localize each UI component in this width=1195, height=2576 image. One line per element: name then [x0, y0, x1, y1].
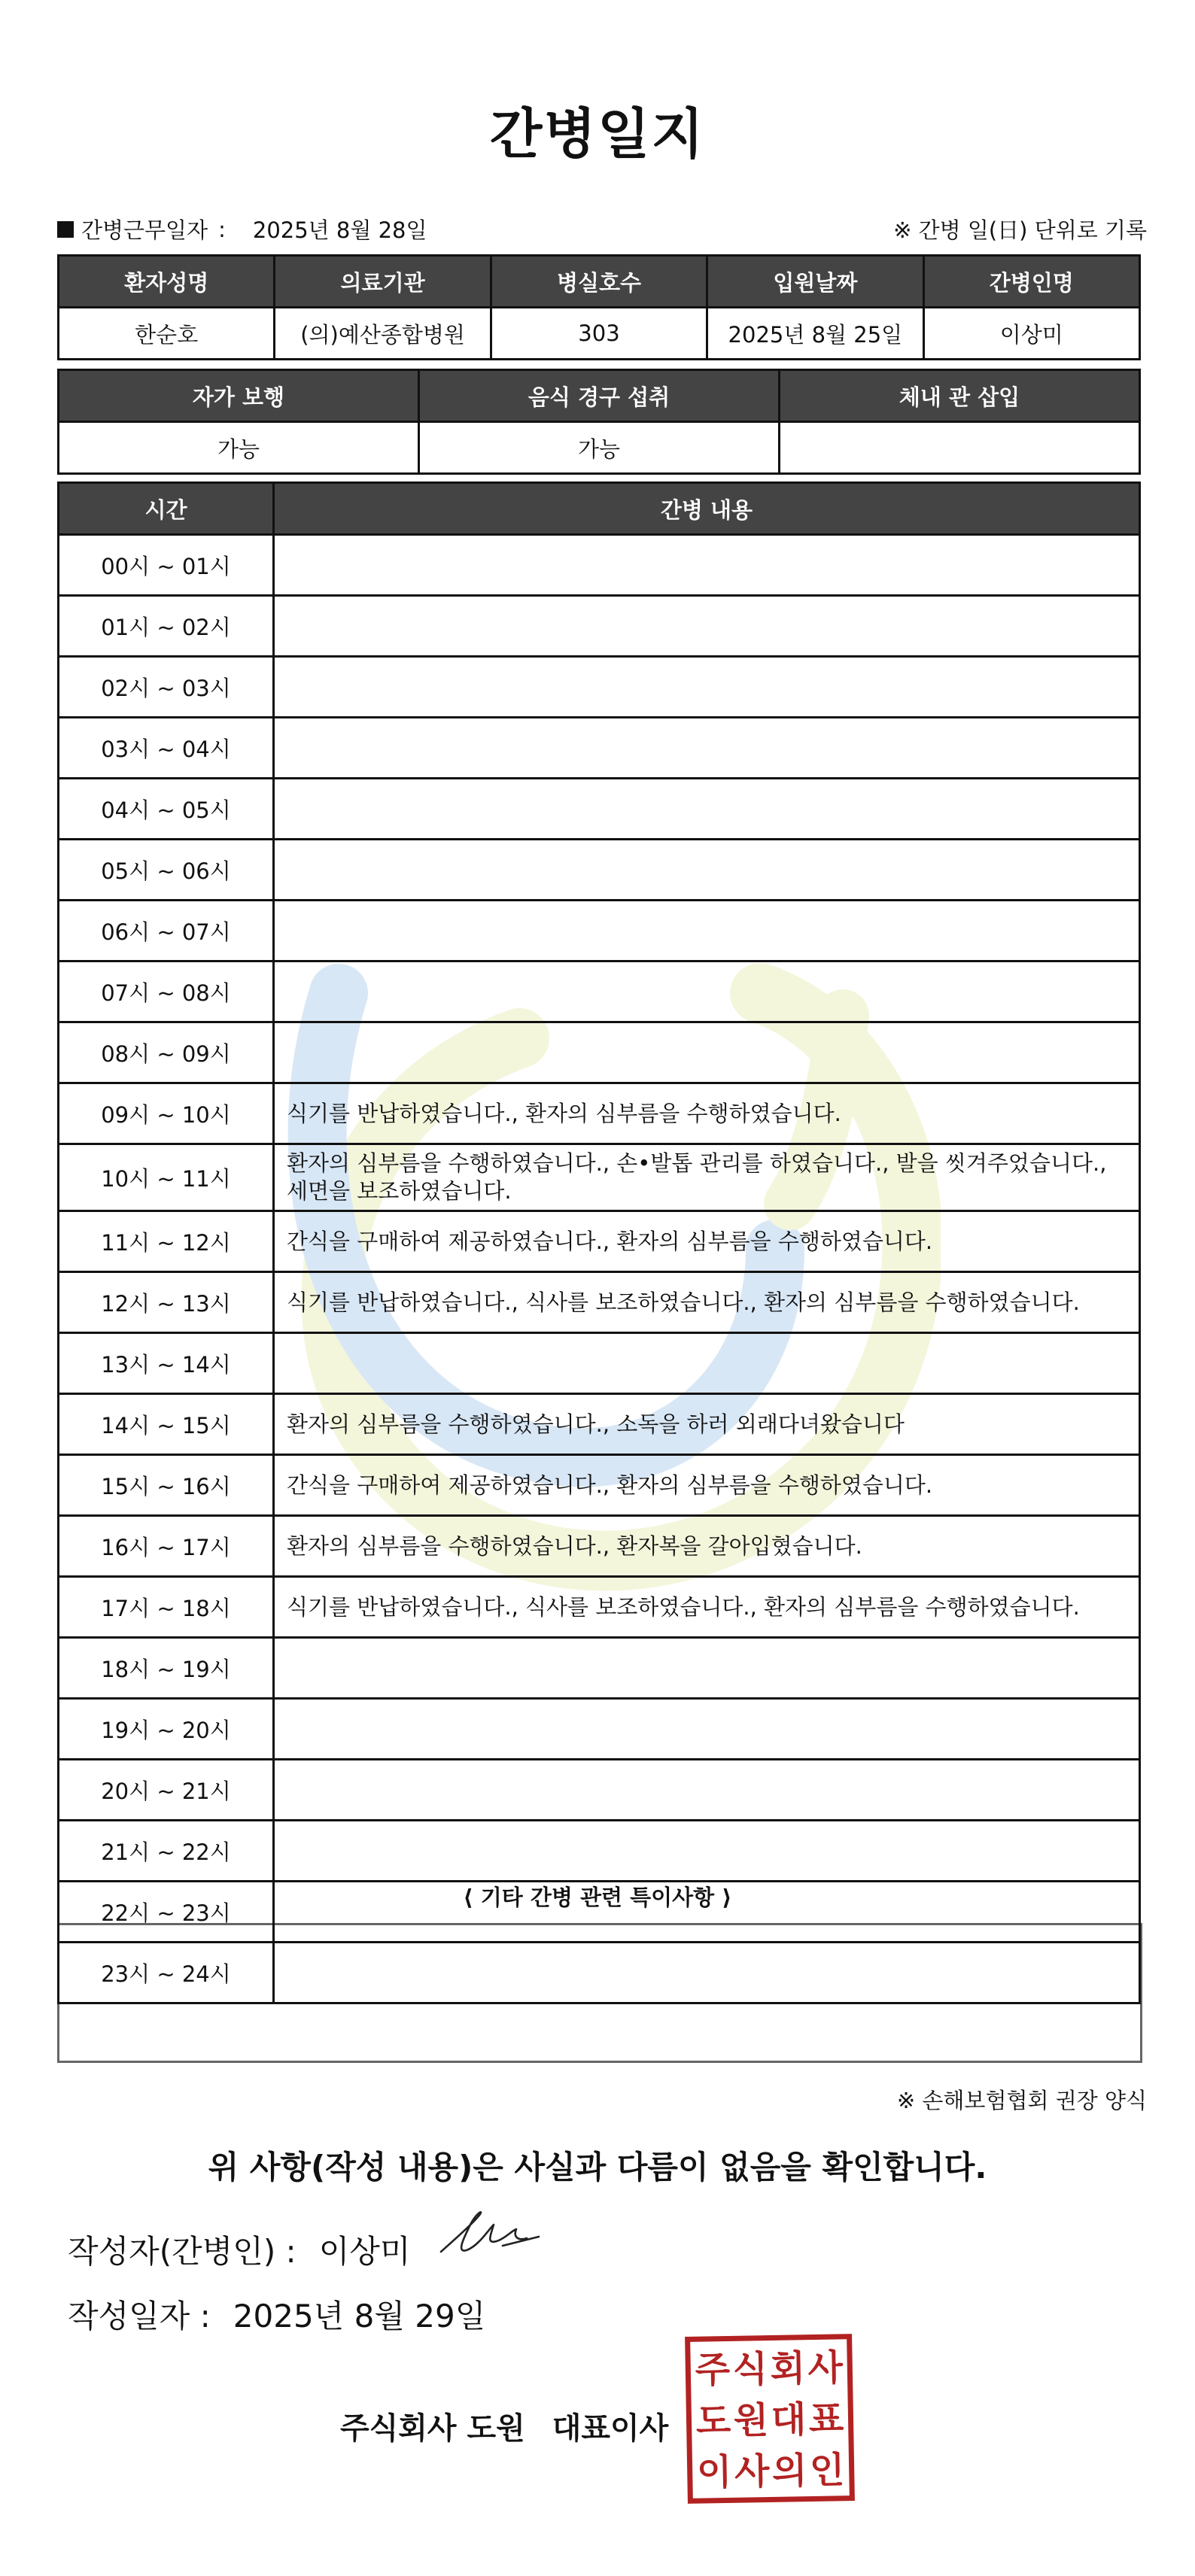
seal-character: 원 — [733, 2399, 769, 2442]
time-slot: 20시 ~ 21시 — [59, 1760, 274, 1821]
time-slot: 06시 ~ 07시 — [59, 901, 274, 961]
writer-name: 이상미 — [318, 2233, 411, 2270]
patient-info-header-row — [59, 256, 1140, 308]
time-slot: 12시 ~ 13시 — [59, 1272, 274, 1333]
time-slot: 05시 ~ 06시 — [59, 840, 274, 901]
care-content: 식기를 반납하였습니다., 식사를 보조하였습니다., 환자의 심부름을 수행하였습니다. — [274, 1577, 1140, 1638]
time-slot: 10시 ~ 11시 — [59, 1144, 274, 1211]
table-row — [59, 718, 1140, 779]
header-oral-intake: 음식 경구 섭취 — [419, 370, 780, 422]
time-slot: 21시 ~ 22시 — [59, 1821, 274, 1882]
header-tube-insertion: 체내 관 삽입 — [780, 370, 1140, 422]
time-slot: 02시 ~ 03시 — [59, 657, 274, 718]
time-slot: 01시 ~ 02시 — [59, 596, 274, 657]
time-slot: 22시 ~ 23시 — [59, 1882, 274, 1943]
care-content: 식기를 반납하였습니다., 식사를 보조하였습니다., 환자의 심부름을 수행하였습니다. — [274, 1272, 1140, 1333]
company-seal-stamp — [685, 2334, 855, 2504]
time-slot: 14시 ~ 15시 — [59, 1394, 274, 1455]
table-row — [59, 1699, 1140, 1760]
care-content: 환자의 심부름을 수행하였습니다., 소독을 하러 외래다녀왔습니다 — [274, 1394, 1140, 1455]
table-row — [59, 779, 1140, 840]
page-title: 간병일지 — [489, 102, 706, 166]
writer-line — [68, 2227, 410, 2272]
table-row — [59, 535, 1140, 596]
seal-character: 이 — [696, 2450, 732, 2494]
unit-note: ※ 간병 일(日) 단위로 기록 — [893, 217, 1147, 243]
caregiver-name: 이상미 — [923, 308, 1139, 360]
time-slot: 15시 ~ 16시 — [59, 1455, 274, 1516]
work-date-colon: : — [218, 216, 226, 242]
table-row — [59, 1083, 1140, 1144]
header-time: 시간 — [59, 483, 274, 535]
care-content — [274, 535, 1140, 596]
header-care-content: 간병 내용 — [274, 483, 1140, 535]
care-content — [274, 1638, 1140, 1699]
seal-character: 회 — [770, 2347, 806, 2390]
table-row — [59, 657, 1140, 718]
care-content — [274, 1821, 1140, 1882]
writer-label: 작성자(간병인) : — [68, 2233, 296, 2270]
care-content: 환자의 심부름을 수행하였습니다., 손•발톱 관리를 하였습니다., 발을 씻겨주었습니다., 세면을 보조하였습니다. — [274, 1144, 1140, 1211]
ability-value-row — [59, 422, 1140, 474]
care-content: 환자의 심부름을 수행하였습니다., 환자복을 갈아입혔습니다. — [274, 1516, 1140, 1577]
time-slot: 16시 ~ 17시 — [59, 1516, 274, 1577]
self-walking-value: 가능 — [59, 422, 419, 474]
written-date-value: 2025년 8월 29일 — [233, 2298, 486, 2334]
header-self-walking: 자가 보행 — [59, 370, 419, 422]
confirmation-statement: 위 사항(작성 내용)은 사실과 다름이 없음을 확인합니다. — [208, 2149, 987, 2186]
care-content — [274, 1882, 1140, 1943]
time-slot: 04시 ~ 05시 — [59, 779, 274, 840]
table-row — [59, 1882, 1140, 1943]
time-slot: 17시 ~ 18시 — [59, 1577, 274, 1638]
table-row — [59, 596, 1140, 657]
care-content — [274, 901, 1140, 961]
company-signature-line — [340, 2404, 668, 2447]
care-log-header-row — [59, 483, 1140, 535]
seal-character: 사 — [807, 2347, 844, 2390]
ability-header-row — [59, 370, 1140, 422]
table-row — [59, 1394, 1140, 1455]
table-row — [59, 1638, 1140, 1699]
seal-character: 사 — [734, 2450, 770, 2493]
handwritten-signature — [433, 2208, 546, 2261]
care-log-body — [59, 535, 1140, 2003]
table-row — [59, 1022, 1140, 1083]
company-title: 대표이사 — [552, 2411, 669, 2446]
care-log-table — [57, 481, 1141, 2004]
table-row — [59, 1821, 1140, 1882]
company-name: 주식회사 도원 — [340, 2411, 525, 2446]
care-content — [274, 718, 1140, 779]
care-content — [274, 779, 1140, 840]
written-date-label: 작성일자 : — [68, 2298, 211, 2334]
header-hospital: 의료기관 — [275, 256, 491, 308]
square-bullet-icon — [57, 221, 74, 238]
time-slot: 08시 ~ 09시 — [59, 1022, 274, 1083]
table-row — [59, 1272, 1140, 1333]
care-content — [274, 1022, 1140, 1083]
header-caregiver-name: 간병인명 — [923, 256, 1139, 308]
room-number: 303 — [491, 308, 707, 360]
care-content — [274, 657, 1140, 718]
time-slot: 00시 ~ 01시 — [59, 535, 274, 596]
time-slot: 03시 ~ 04시 — [59, 718, 274, 779]
time-slot: 18시 ~ 19시 — [59, 1638, 274, 1699]
seal-character: 식 — [732, 2348, 768, 2391]
care-content: 식기를 반납하였습니다., 환자의 심부름을 수행하였습니다. — [274, 1083, 1140, 1144]
table-row — [59, 840, 1140, 901]
patient-ability-table — [57, 369, 1141, 475]
time-slot: 11시 ~ 12시 — [59, 1211, 274, 1272]
table-row — [59, 1144, 1140, 1211]
care-content — [274, 1699, 1140, 1760]
patient-info-table — [57, 254, 1141, 360]
time-slot: 07시 ~ 08시 — [59, 961, 274, 1022]
header-patient-name: 환자성명 — [59, 256, 275, 308]
written-date-line — [68, 2292, 485, 2337]
table-row — [59, 901, 1140, 961]
care-content — [274, 1333, 1140, 1394]
time-slot: 09시 ~ 10시 — [59, 1083, 274, 1144]
patient-name: 한순호 — [59, 308, 275, 360]
header-admission-date: 입원날짜 — [707, 256, 923, 308]
association-note: ※ 손해보험협회 권장 양식 — [896, 2088, 1147, 2113]
tube-insertion-value — [780, 422, 1140, 474]
admission-date: 2025년 8월 25일 — [707, 308, 923, 360]
time-slot: 23시 ~ 24시 — [59, 1943, 274, 2003]
care-content — [274, 596, 1140, 657]
work-date-label: 간병근무일자 — [81, 217, 208, 243]
oral-intake-value: 가능 — [419, 422, 780, 474]
care-content — [274, 1760, 1140, 1821]
patient-info-value-row — [59, 308, 1140, 360]
care-content: 간식을 구매하여 제공하였습니다., 환자의 심부름을 수행하였습니다. — [274, 1455, 1140, 1516]
care-content — [274, 1943, 1140, 2003]
hospital-name: (의)예산종합병원 — [275, 308, 491, 360]
seal-character: 주 — [695, 2348, 731, 2392]
table-row — [59, 1577, 1140, 1638]
seal-character: 도 — [695, 2399, 731, 2443]
seal-character: 대 — [771, 2398, 807, 2441]
table-row — [59, 961, 1140, 1022]
table-row — [59, 1455, 1140, 1516]
table-row — [59, 1760, 1140, 1821]
care-content: 간식을 구매하여 제공하였습니다., 환자의 심부름을 수행하였습니다. — [274, 1211, 1140, 1272]
seal-character: 의 — [771, 2450, 807, 2492]
time-slot: 19시 ~ 20시 — [59, 1699, 274, 1760]
work-date-value: 2025년 8월 28일 — [252, 217, 427, 243]
table-row — [59, 1516, 1140, 1577]
seal-character: 인 — [809, 2449, 845, 2492]
special-notes-label: ⟨ 기타 간병 관련 특이사항 ⟩ — [463, 1885, 732, 1910]
time-slot: 13시 ~ 14시 — [59, 1333, 274, 1394]
table-row — [59, 1333, 1140, 1394]
table-row — [59, 1211, 1140, 1272]
care-content — [274, 961, 1140, 1022]
care-content — [274, 840, 1140, 901]
seal-character: 표 — [808, 2398, 844, 2441]
work-date-line — [57, 214, 427, 245]
table-row — [59, 1943, 1140, 2003]
header-room-number: 병실호수 — [491, 256, 707, 308]
